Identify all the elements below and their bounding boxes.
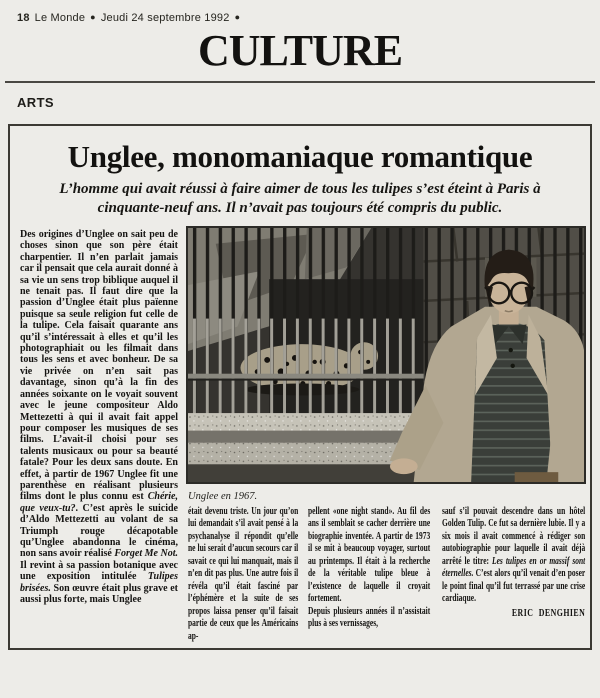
bullet-icon: ● <box>90 12 96 22</box>
author-byline: ERIC DENGHIEN <box>511 607 586 619</box>
section-masthead: CULTURE <box>197 26 403 75</box>
article-column-2: était devenu triste. Un jour qu’on lui demandait s’il avait pensé à la psychanalyse il répondit qu’elle ne lui serait d’aucun secours car il savait ce qui lui manquait, mais il n’en dit pas plus. Une autre fois il révéla qu’il était fasciné par l’éphémère et la suite de ses propos laissa penser qu’il faisait partie de ceux que les Américains ap- <box>188 506 299 642</box>
article-headline: Unglee, monomaniaque romantique <box>67 139 533 174</box>
issue-date: Jeudi 24 septembre 1992 <box>100 12 230 24</box>
unglee-photo <box>186 226 586 484</box>
article-column-1: Des origines d’Unglee on sait peu de choses sinon que son père était charpentier. Il n’en parlait jamais car il pensait que cela aurait donné à sa vie un sens trop biblique auquel il ne tenait pas. Il faut dire que la passion d’Unglee était plus païenne puisque sa seule religion fut celle de la tulipe. Cela faisait quarante ans qu’il s’intéressait à elles et qu’il les photographiait ou les filmait dans tous les sens et avec bonheur. De sa vie privée on n’en sait pas davantage, sinon qu’à la fin des années soixante on le voyait souvent avec le jeune compositeur Aldo Mettezetti à qui il avait fait appel pour composer les musiques de ses films. L’avait-il choisi pour ses talents musicaux ou pour sa beauté fatale? Pour les deux sans doute. En effet, à partir de 1967 Unglee fit une parenthèse en réalisant plusieurs films dont le plus connu est Chérie, que veux-tu?. C’est après le suicide d’Aldo Mettezetti au volant de sa Triumph rouge décapotable qu’Unglee abandonna le cinéma, non sans avoir réalisé Forget Me Not. Il revint à sa passion botanique avec une exposition intitulée Tulipes brisées. Son œuvre était plus grave et aussi plus forte, mais Unglee <box>20 229 178 605</box>
photo-caption: Unglee en 1967. <box>188 491 258 502</box>
publication-name: Le Monde <box>34 12 86 24</box>
article-standfirst: L’homme qui avait réussi à faire aimer de tous les tulipes s’est éteint à Paris à cinquante-neuf ans. Il n’avait pas toujours été compris du public. <box>59 181 541 216</box>
rubric-label: ARTS <box>17 95 54 110</box>
article-column-4-text: sauf s’il pouvait descendre dans un hôtel Golden Tulip. Ce fut sa dernière lubie. Il y a six mois il avait commencé à rédiger son autobiographie pour laquelle il avait déjà arrêté le titre: Les tulipes en or massif sont éternelles. C’est alors qu’il venait d’en poser le point final qu’il fut terrassé par une crise cardiaque. <box>442 506 586 605</box>
article-column-3: pellent «one night stand». Au fil des ans il semblait se cacher derrière une biographie inventée. A partir de 1973 il se mit à beaucoup voyager, surtout au printemps. Il était à la recherche de la véritable tulipe bleue à l’existence de laquelle il croyait fortement. Depuis plusieurs années il n’assistait plus à ses vernissages, <box>308 506 431 630</box>
page-number: 18 <box>17 12 30 24</box>
unglee-photo-illustration <box>188 228 584 482</box>
article-column-4 <box>442 506 585 647</box>
article-box <box>8 124 592 650</box>
dateline <box>17 12 240 24</box>
masthead-rule <box>5 81 595 83</box>
bullet-icon: ● <box>234 12 241 22</box>
